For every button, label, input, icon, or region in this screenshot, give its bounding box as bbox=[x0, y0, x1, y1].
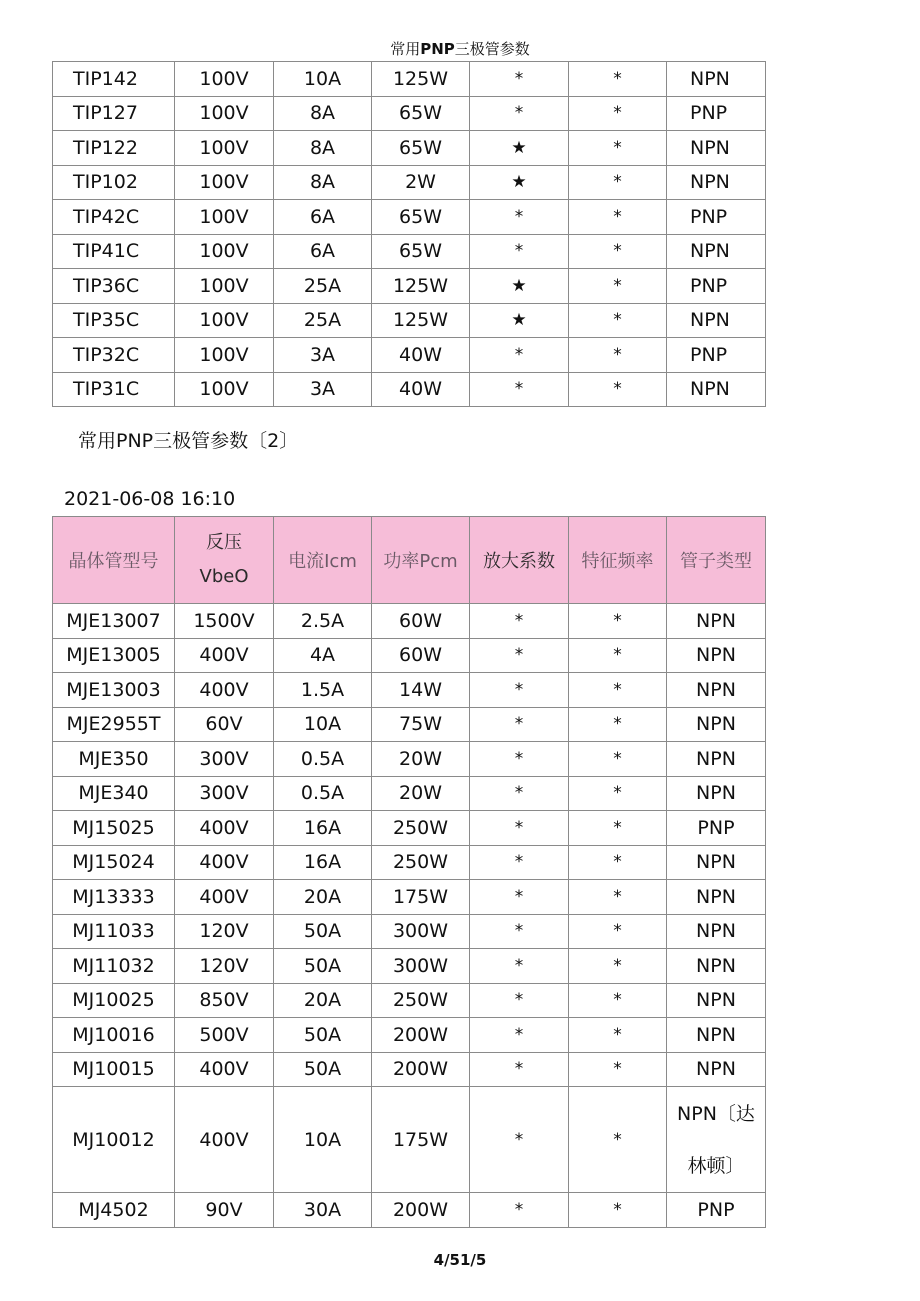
cell-gain: * bbox=[470, 707, 569, 742]
cell-type: NPN bbox=[667, 776, 766, 811]
cell-gain: * bbox=[470, 845, 569, 880]
cell-model: TIP127 bbox=[53, 96, 175, 131]
cell-current: 16A bbox=[274, 845, 372, 880]
cell-voltage: 100V bbox=[175, 338, 274, 373]
cell-model: TIP42C bbox=[53, 200, 175, 235]
cell-freq: * bbox=[569, 96, 667, 131]
cell-type-line1: NPN〔达 bbox=[677, 1102, 755, 1125]
cell-type: NPN bbox=[667, 845, 766, 880]
cell-gain: ★ bbox=[470, 131, 569, 166]
cell-model: TIP122 bbox=[53, 131, 175, 166]
cell-type: NPN bbox=[667, 131, 766, 166]
cell-voltage: 100V bbox=[175, 165, 274, 200]
table-row bbox=[53, 811, 766, 846]
cell-power: 175W bbox=[372, 880, 470, 915]
cell-current: 0.5A bbox=[274, 776, 372, 811]
cell-model: MJE340 bbox=[53, 776, 175, 811]
cell-freq: * bbox=[569, 983, 667, 1018]
cell-type bbox=[667, 1087, 766, 1193]
table-row bbox=[53, 1018, 766, 1053]
cell-power: 20W bbox=[372, 776, 470, 811]
cell-model: TIP31C bbox=[53, 372, 175, 407]
cell-voltage: 400V bbox=[175, 673, 274, 708]
cell-current: 3A bbox=[274, 372, 372, 407]
cell-current: 16A bbox=[274, 811, 372, 846]
cell-freq: * bbox=[569, 673, 667, 708]
cell-gain: * bbox=[470, 1193, 569, 1228]
cell-model: MJ11033 bbox=[53, 914, 175, 949]
cell-current: 25A bbox=[274, 269, 372, 304]
table-row bbox=[53, 949, 766, 984]
cell-type: NPN bbox=[667, 372, 766, 407]
cell-freq: * bbox=[569, 338, 667, 373]
cell-power: 60W bbox=[372, 604, 470, 639]
cell-voltage: 400V bbox=[175, 1087, 274, 1193]
table-row bbox=[53, 673, 766, 708]
table-row bbox=[53, 131, 766, 166]
cell-voltage: 400V bbox=[175, 880, 274, 915]
cell-model: MJE13007 bbox=[53, 604, 175, 639]
cell-current: 8A bbox=[274, 131, 372, 166]
header-model: 晶体管型号 bbox=[53, 517, 175, 604]
table-row bbox=[53, 742, 766, 777]
cell-gain: * bbox=[470, 96, 569, 131]
cell-current: 10A bbox=[274, 62, 372, 97]
cell-type: NPN bbox=[667, 880, 766, 915]
cell-freq: * bbox=[569, 845, 667, 880]
cell-gain: * bbox=[470, 673, 569, 708]
cell-gain: ★ bbox=[470, 165, 569, 200]
cell-type: PNP bbox=[667, 1193, 766, 1228]
cell-current: 8A bbox=[274, 96, 372, 131]
cell-power: 20W bbox=[372, 742, 470, 777]
cell-freq: * bbox=[569, 200, 667, 235]
cell-freq: * bbox=[569, 303, 667, 338]
header-freq: 特征频率 bbox=[569, 517, 667, 604]
cell-power: 175W bbox=[372, 1087, 470, 1193]
cell-model: TIP36C bbox=[53, 269, 175, 304]
cell-model: TIP142 bbox=[53, 62, 175, 97]
cell-gain: * bbox=[470, 338, 569, 373]
cell-power: 200W bbox=[372, 1052, 470, 1087]
cell-gain: * bbox=[470, 914, 569, 949]
cell-type: NPN bbox=[667, 62, 766, 97]
cell-current: 2.5A bbox=[274, 604, 372, 639]
cell-type: PNP bbox=[667, 200, 766, 235]
cell-voltage: 100V bbox=[175, 200, 274, 235]
cell-voltage: 400V bbox=[175, 811, 274, 846]
cell-current: 50A bbox=[274, 1052, 372, 1087]
table-row bbox=[53, 303, 766, 338]
table-row bbox=[53, 372, 766, 407]
cell-voltage: 90V bbox=[175, 1193, 274, 1228]
cell-gain: * bbox=[470, 234, 569, 269]
cell-power: 65W bbox=[372, 200, 470, 235]
cell-current: 50A bbox=[274, 914, 372, 949]
cell-model: MJE13003 bbox=[53, 673, 175, 708]
cell-power: 14W bbox=[372, 673, 470, 708]
cell-gain: ★ bbox=[470, 269, 569, 304]
cell-freq: * bbox=[569, 811, 667, 846]
table-row bbox=[53, 776, 766, 811]
cell-freq: * bbox=[569, 234, 667, 269]
cell-gain: * bbox=[470, 1052, 569, 1087]
header-bold: PNP bbox=[420, 40, 455, 58]
cell-current: 20A bbox=[274, 983, 372, 1018]
cell-freq: * bbox=[569, 638, 667, 673]
cell-type: NPN bbox=[667, 707, 766, 742]
cell-model: MJ10015 bbox=[53, 1052, 175, 1087]
cell-gain: * bbox=[470, 949, 569, 984]
cell-model: TIP102 bbox=[53, 165, 175, 200]
cell-power: 300W bbox=[372, 914, 470, 949]
cell-freq: * bbox=[569, 131, 667, 166]
cell-power: 65W bbox=[372, 234, 470, 269]
header-current: 电流Icm bbox=[274, 517, 372, 604]
cell-power: 65W bbox=[372, 96, 470, 131]
cell-current: 6A bbox=[274, 234, 372, 269]
cell-freq: * bbox=[569, 604, 667, 639]
cell-current: 30A bbox=[274, 1193, 372, 1228]
header-suffix: 三极管参数 bbox=[454, 40, 530, 58]
table-mj-tail bbox=[53, 1087, 766, 1228]
table-row bbox=[53, 200, 766, 235]
cell-current: 6A bbox=[274, 200, 372, 235]
cell-voltage: 100V bbox=[175, 303, 274, 338]
cell-type: NPN bbox=[667, 234, 766, 269]
table-row bbox=[53, 269, 766, 304]
cell-voltage: 300V bbox=[175, 776, 274, 811]
cell-type: NPN bbox=[667, 604, 766, 639]
table-row bbox=[53, 96, 766, 131]
cell-type-line2: 林顿〕 bbox=[687, 1154, 745, 1177]
cell-current: 1.5A bbox=[274, 673, 372, 708]
cell-type: NPN bbox=[667, 1018, 766, 1053]
cell-type: PNP bbox=[667, 338, 766, 373]
cell-power: 250W bbox=[372, 983, 470, 1018]
cell-gain: * bbox=[470, 983, 569, 1018]
cell-gain: * bbox=[470, 62, 569, 97]
cell-type: PNP bbox=[667, 811, 766, 846]
cell-model: MJ15025 bbox=[53, 811, 175, 846]
table-row bbox=[53, 983, 766, 1018]
transistor-table-mj bbox=[52, 516, 766, 1228]
cell-model: MJ10012 bbox=[53, 1087, 175, 1193]
cell-freq: * bbox=[569, 372, 667, 407]
table-row bbox=[53, 1087, 766, 1193]
header-prefix: 常用 bbox=[390, 40, 421, 58]
cell-power: 125W bbox=[372, 62, 470, 97]
cell-model: MJ13333 bbox=[53, 880, 175, 915]
cell-type: NPN bbox=[667, 165, 766, 200]
section-title: 常用PNP三极管参数〔2〕 bbox=[78, 430, 299, 452]
cell-freq: * bbox=[569, 880, 667, 915]
table-tip-body bbox=[53, 62, 766, 407]
cell-gain: * bbox=[470, 1087, 569, 1193]
cell-model: MJ11032 bbox=[53, 949, 175, 984]
cell-voltage: 100V bbox=[175, 234, 274, 269]
header-power: 功率Pcm bbox=[372, 517, 470, 604]
cell-current: 8A bbox=[274, 165, 372, 200]
table-row bbox=[53, 638, 766, 673]
table-row bbox=[53, 1052, 766, 1087]
cell-power: 125W bbox=[372, 303, 470, 338]
table-row bbox=[53, 234, 766, 269]
cell-current: 25A bbox=[274, 303, 372, 338]
table-row bbox=[53, 165, 766, 200]
cell-power: 250W bbox=[372, 811, 470, 846]
cell-current: 4A bbox=[274, 638, 372, 673]
cell-freq: * bbox=[569, 776, 667, 811]
cell-model: MJ4502 bbox=[53, 1193, 175, 1228]
cell-power: 65W bbox=[372, 131, 470, 166]
cell-voltage: 60V bbox=[175, 707, 274, 742]
cell-current: 0.5A bbox=[274, 742, 372, 777]
cell-type: NPN bbox=[667, 673, 766, 708]
cell-freq: * bbox=[569, 269, 667, 304]
header-gain: 放大系数 bbox=[470, 517, 569, 604]
cell-gain: * bbox=[470, 1018, 569, 1053]
cell-model: MJ15024 bbox=[53, 845, 175, 880]
cell-power: 40W bbox=[372, 338, 470, 373]
cell-model: MJ10016 bbox=[53, 1018, 175, 1053]
cell-freq: * bbox=[569, 1193, 667, 1228]
cell-type: NPN bbox=[667, 742, 766, 777]
cell-model: MJE2955T bbox=[53, 707, 175, 742]
cell-voltage: 100V bbox=[175, 96, 274, 131]
table-row bbox=[53, 338, 766, 373]
cell-freq: * bbox=[569, 1018, 667, 1053]
table-row bbox=[53, 880, 766, 915]
page-number: 4/51/5 bbox=[433, 1251, 487, 1269]
table-row bbox=[53, 604, 766, 639]
table-header-row bbox=[53, 517, 766, 604]
cell-power: 300W bbox=[372, 949, 470, 984]
cell-type: PNP bbox=[667, 269, 766, 304]
cell-freq: * bbox=[569, 1052, 667, 1087]
cell-power: 75W bbox=[372, 707, 470, 742]
cell-type: NPN bbox=[667, 949, 766, 984]
date-stamp: 2021-06-08 16:10 bbox=[64, 488, 236, 510]
cell-voltage: 100V bbox=[175, 372, 274, 407]
cell-gain: * bbox=[470, 200, 569, 235]
cell-model: TIP32C bbox=[53, 338, 175, 373]
cell-freq: * bbox=[569, 165, 667, 200]
header-voltage bbox=[175, 517, 274, 604]
cell-type: PNP bbox=[667, 96, 766, 131]
cell-type: NPN bbox=[667, 914, 766, 949]
cell-gain: * bbox=[470, 604, 569, 639]
cell-gain: * bbox=[470, 742, 569, 777]
cell-current: 50A bbox=[274, 949, 372, 984]
cell-voltage: 100V bbox=[175, 131, 274, 166]
cell-model: MJE350 bbox=[53, 742, 175, 777]
cell-voltage: 400V bbox=[175, 845, 274, 880]
header-voltage-line2: VbeO bbox=[199, 566, 249, 587]
cell-model: TIP41C bbox=[53, 234, 175, 269]
cell-current: 10A bbox=[274, 707, 372, 742]
cell-power: 200W bbox=[372, 1018, 470, 1053]
cell-gain: * bbox=[470, 811, 569, 846]
table-row bbox=[53, 1193, 766, 1228]
transistor-table-tip bbox=[52, 61, 766, 407]
cell-voltage: 400V bbox=[175, 638, 274, 673]
header-voltage-line1: 反压 bbox=[206, 532, 242, 553]
cell-type: NPN bbox=[667, 983, 766, 1018]
cell-freq: * bbox=[569, 707, 667, 742]
table-row bbox=[53, 845, 766, 880]
cell-type: NPN bbox=[667, 303, 766, 338]
cell-voltage: 850V bbox=[175, 983, 274, 1018]
cell-voltage: 1500V bbox=[175, 604, 274, 639]
cell-type: NPN bbox=[667, 1052, 766, 1087]
cell-power: 200W bbox=[372, 1193, 470, 1228]
cell-gain: * bbox=[470, 776, 569, 811]
header-type: 管子类型 bbox=[667, 517, 766, 604]
cell-current: 50A bbox=[274, 1018, 372, 1053]
cell-model: TIP35C bbox=[53, 303, 175, 338]
table-mj-body bbox=[53, 604, 766, 1087]
cell-current: 10A bbox=[274, 1087, 372, 1193]
cell-type: NPN bbox=[667, 638, 766, 673]
cell-voltage: 500V bbox=[175, 1018, 274, 1053]
cell-power: 250W bbox=[372, 845, 470, 880]
cell-current: 3A bbox=[274, 338, 372, 373]
cell-power: 2W bbox=[372, 165, 470, 200]
cell-power: 125W bbox=[372, 269, 470, 304]
cell-model: MJE13005 bbox=[53, 638, 175, 673]
cell-voltage: 120V bbox=[175, 914, 274, 949]
table-row bbox=[53, 62, 766, 97]
cell-freq: * bbox=[569, 1087, 667, 1193]
page-header bbox=[0, 40, 920, 58]
cell-gain: * bbox=[470, 880, 569, 915]
cell-gain: * bbox=[470, 638, 569, 673]
cell-voltage: 300V bbox=[175, 742, 274, 777]
cell-model: MJ10025 bbox=[53, 983, 175, 1018]
cell-voltage: 120V bbox=[175, 949, 274, 984]
cell-voltage: 100V bbox=[175, 62, 274, 97]
cell-voltage: 100V bbox=[175, 269, 274, 304]
cell-power: 40W bbox=[372, 372, 470, 407]
cell-freq: * bbox=[569, 742, 667, 777]
cell-voltage: 400V bbox=[175, 1052, 274, 1087]
table-row bbox=[53, 914, 766, 949]
cell-gain: ★ bbox=[470, 303, 569, 338]
cell-power: 60W bbox=[372, 638, 470, 673]
cell-current: 20A bbox=[274, 880, 372, 915]
cell-gain: * bbox=[470, 372, 569, 407]
cell-freq: * bbox=[569, 914, 667, 949]
cell-freq: * bbox=[569, 949, 667, 984]
table-row bbox=[53, 707, 766, 742]
cell-freq: * bbox=[569, 62, 667, 97]
